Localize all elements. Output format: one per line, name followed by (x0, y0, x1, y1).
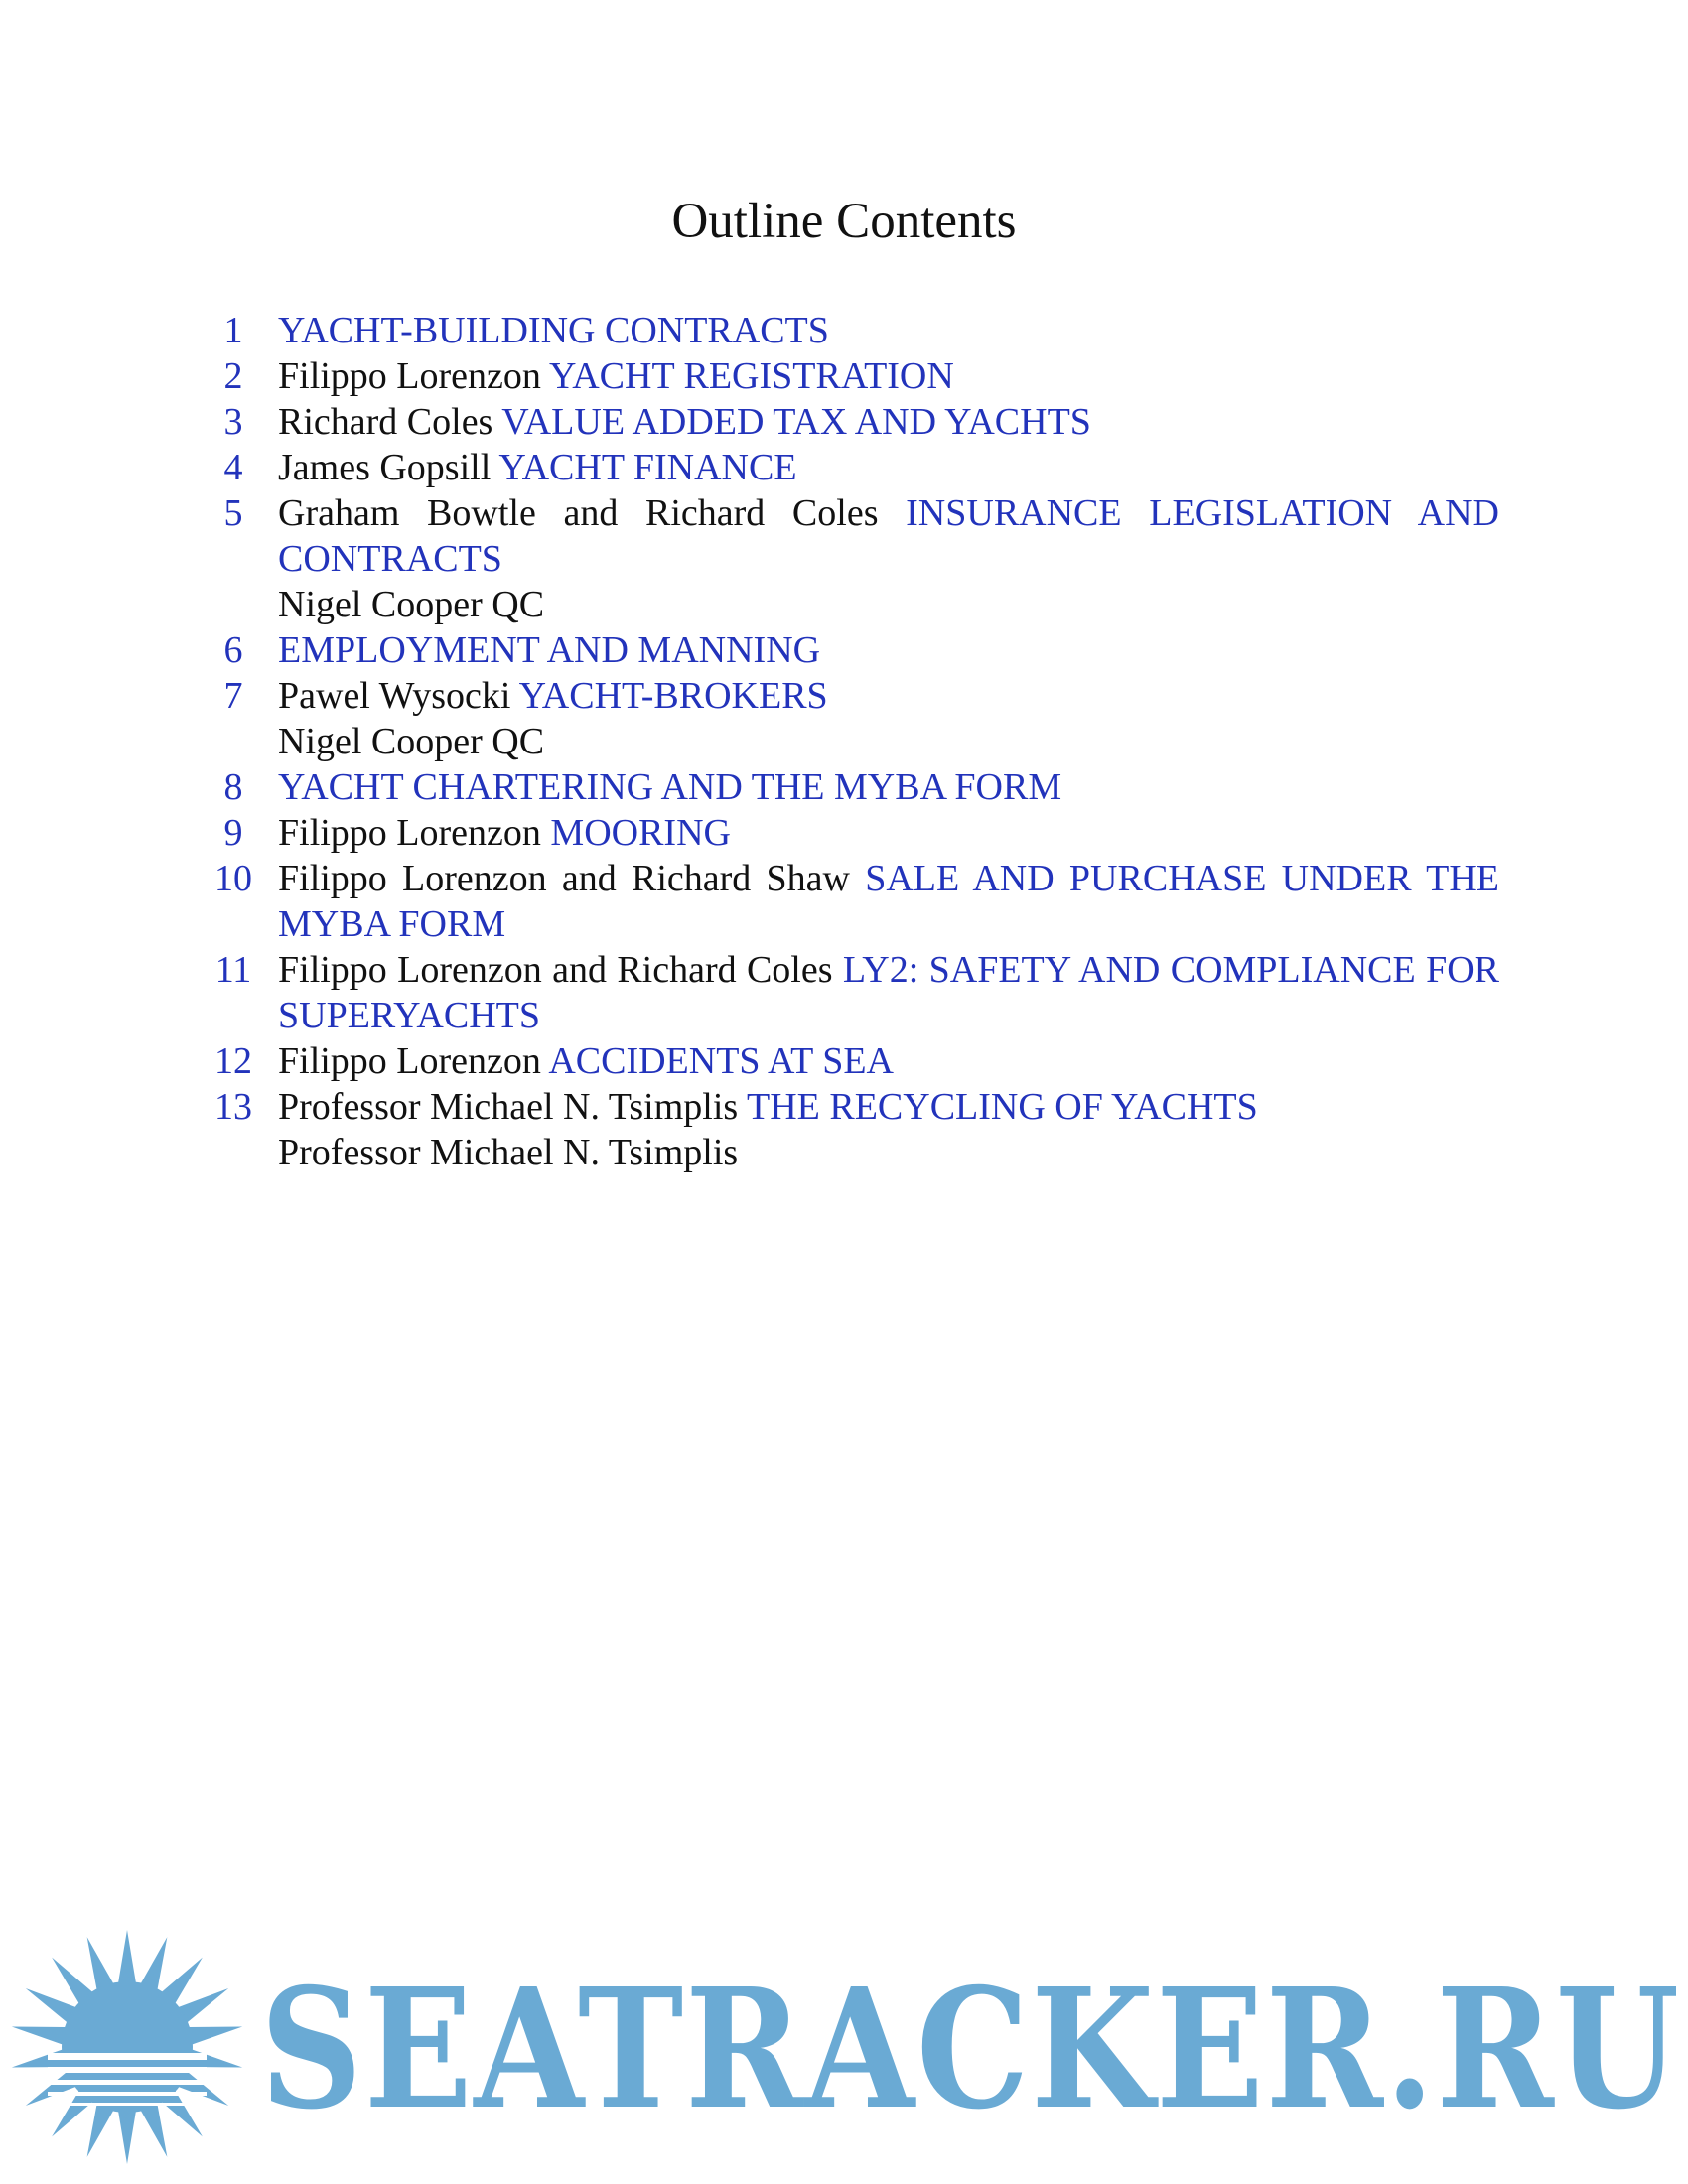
chapter-number: 3 (223, 401, 243, 443)
chapter-link-mooring[interactable]: MOORING (550, 812, 731, 854)
toc-entry-12 (189, 1038, 1499, 1084)
chapter-link-accidents-at-sea[interactable]: ACCIDENTS AT SEA (548, 1040, 894, 1082)
chapter-link-ly2-safety[interactable]: LY2: SAFETY AND COMPLIANCE (842, 949, 1416, 991)
chapter-author: Filippo Lorenzon and Richard Coles (278, 949, 833, 991)
toc-entry-body (278, 353, 1499, 399)
chapter-link-insurance-legislation-cont[interactable]: CONTRACTS (278, 538, 502, 580)
chapter-number: 7 (223, 675, 243, 717)
chapter-link-yacht-finance[interactable]: YACHT FINANCE (498, 447, 797, 488)
toc-entry-3 (189, 399, 1499, 445)
toc-entry-6 (189, 627, 1499, 673)
toc-entry-body (278, 582, 1499, 627)
chapter-number: 11 (214, 949, 252, 991)
chapter-author: Filippo Lorenzon (278, 1040, 541, 1082)
toc-entry-11 (189, 947, 1499, 1038)
toc-entry-body (278, 399, 1499, 445)
chapter-link-sale-and-purchase[interactable]: SALE AND PURCHASE UNDER (865, 858, 1412, 899)
chapter-number: 10 (214, 858, 252, 899)
chapter-link-employment-and-manning[interactable]: EMPLOYMENT AND MANNING (278, 629, 821, 671)
chapter-number: 8 (223, 766, 243, 808)
toc-entry-10 (189, 856, 1499, 947)
toc-entry-body (278, 810, 1499, 856)
toc-entry-8 (189, 764, 1499, 810)
chapter-link-yacht-building-contracts[interactable]: YACHT-BUILDING CONTRACTS (278, 310, 829, 351)
toc-entry-body (278, 1038, 1499, 1084)
chapter-number: 9 (223, 812, 243, 854)
chapter-link-ly2-safety-cont[interactable]: FOR SUPERYACHTS (278, 949, 1500, 1036)
chapter-number: 12 (214, 1040, 252, 1082)
chapter-link-yacht-chartering[interactable]: YACHT CHARTERING AND THE MYBA FORM (278, 766, 1062, 808)
toc-entry-5 (189, 490, 1499, 582)
chapter-link-sale-and-purchase-cont[interactable]: THE MYBA FORM (278, 858, 1499, 945)
toc-author-line (189, 582, 1499, 627)
toc-entry-body (278, 490, 1499, 582)
page-title: Outline Contents (671, 194, 1017, 249)
chapter-author: Filippo Lorenzon (278, 812, 541, 854)
chapter-link-yacht-registration[interactable]: YACHT REGISTRATION (549, 355, 954, 397)
chapter-author: Professor Michael N. Tsimplis (278, 1132, 739, 1173)
toc-entry-2 (189, 353, 1499, 399)
chapter-number: 13 (214, 1086, 252, 1128)
toc-entry-body (278, 856, 1499, 947)
chapter-link-value-added-tax[interactable]: VALUE ADDED TAX AND YACHTS (501, 401, 1091, 443)
toc-author-line (189, 719, 1499, 764)
toc-entry-body (278, 764, 1499, 810)
toc-entry-body (278, 308, 1499, 353)
toc-entry-7 (189, 673, 1499, 719)
chapter-author: Professor Michael N. Tsimplis (278, 1086, 739, 1128)
toc-entry-13 (189, 1084, 1499, 1130)
sun-icon (10, 1930, 244, 2164)
chapter-author: Filippo Lorenzon and Richard Shaw (278, 858, 850, 899)
chapter-number: 1 (223, 310, 243, 351)
chapter-author: Pawel Wysocki (278, 675, 511, 717)
chapter-link-insurance-legislation[interactable]: INSURANCE LEGISLATION AND (906, 492, 1500, 534)
chapter-link-yacht-brokers[interactable]: YACHT-BROKERS (518, 675, 828, 717)
chapter-number: 2 (223, 355, 243, 397)
toc-entry-body (278, 627, 1499, 673)
toc-entry-body (278, 1130, 1499, 1175)
chapter-link-recycling-of-yachts[interactable]: THE RECYCLING OF YACHTS (747, 1086, 1258, 1128)
chapter-number: 5 (223, 492, 243, 534)
toc-entry-9 (189, 810, 1499, 856)
chapter-author: James Gopsill (278, 447, 492, 488)
toc-entry-1 (189, 308, 1499, 353)
toc-entry-body (278, 947, 1499, 1038)
toc-author-line (189, 1130, 1499, 1175)
toc-entry-body (278, 1084, 1499, 1130)
chapter-author: Nigel Cooper QC (278, 584, 545, 625)
toc-entry-body (278, 673, 1499, 719)
toc-entry-body (278, 719, 1499, 764)
chapter-number: 4 (223, 447, 243, 488)
chapter-number: 6 (223, 629, 243, 671)
toc-entry-body (278, 445, 1499, 490)
toc-entry-4 (189, 445, 1499, 490)
watermark-text: SEATRACKER.RU (260, 1953, 1681, 2146)
chapter-author: Filippo Lorenzon (278, 355, 541, 397)
table-of-contents (189, 308, 1499, 1175)
chapter-author: Graham Bowtle and Richard Coles (278, 492, 879, 534)
chapter-author: Nigel Cooper QC (278, 721, 545, 762)
chapter-author: Richard Coles (278, 401, 493, 443)
